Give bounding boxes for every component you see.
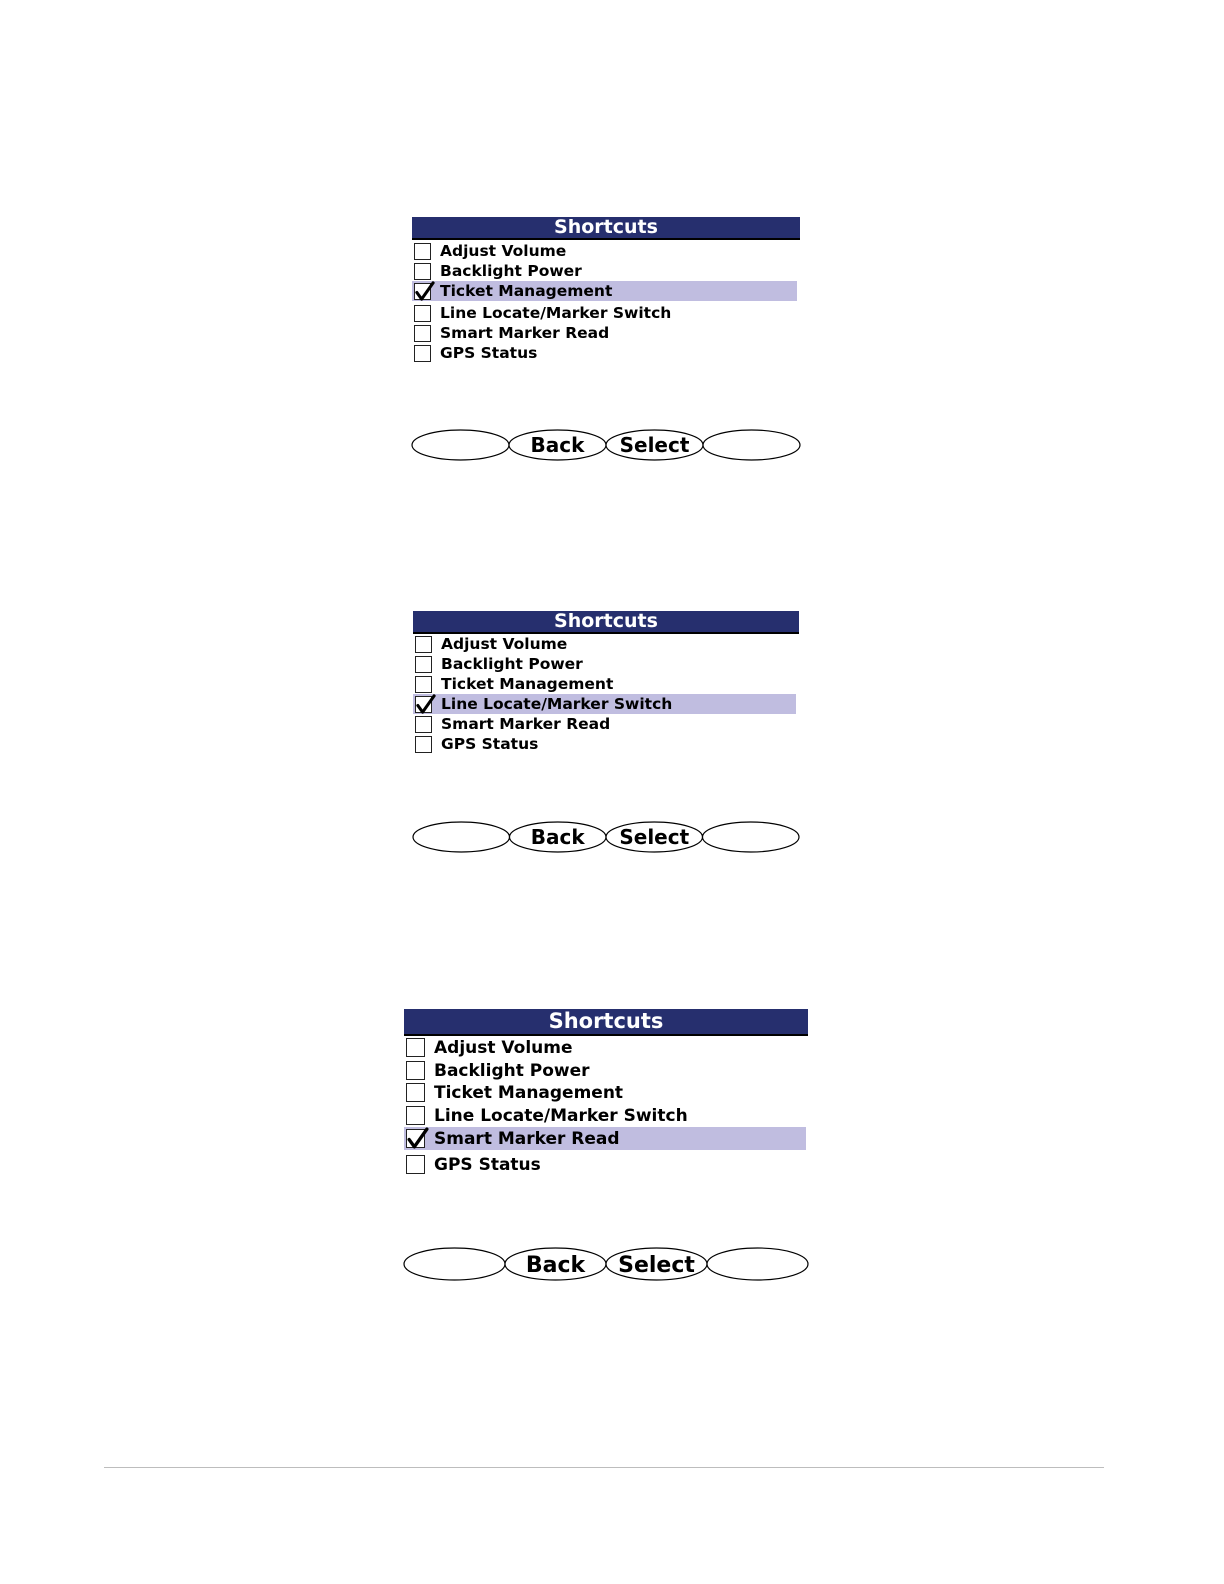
shortcut-item-label: Backlight Power bbox=[440, 262, 582, 280]
checkbox-icon[interactable] bbox=[414, 305, 431, 322]
softkey-3[interactable] bbox=[606, 430, 703, 460]
shortcut-item[interactable] bbox=[404, 1081, 808, 1104]
softkey-1[interactable] bbox=[412, 430, 509, 460]
checkbox-icon[interactable] bbox=[406, 1061, 425, 1080]
softkey-ellipse[interactable] bbox=[412, 430, 509, 460]
checkbox-icon[interactable] bbox=[406, 1155, 425, 1174]
softkey-2[interactable] bbox=[509, 430, 606, 460]
checkbox-icon[interactable] bbox=[414, 325, 431, 342]
shortcut-item[interactable] bbox=[404, 1036, 808, 1059]
softkey-4[interactable] bbox=[703, 822, 800, 852]
softkey-bar bbox=[404, 1247, 808, 1281]
checkbox-icon[interactable] bbox=[406, 1083, 425, 1102]
softkeys-svg bbox=[404, 1247, 808, 1281]
checkbox-icon[interactable] bbox=[406, 1106, 425, 1125]
checkbox-icon[interactable] bbox=[415, 656, 432, 673]
shortcut-item[interactable] bbox=[412, 241, 800, 261]
shortcuts-title: Shortcuts bbox=[413, 611, 799, 634]
softkey-1[interactable] bbox=[404, 1248, 505, 1280]
softkey-4[interactable] bbox=[707, 1248, 808, 1280]
shortcut-item-label: Smart Marker Read bbox=[441, 715, 611, 733]
shortcut-item[interactable] bbox=[413, 674, 799, 694]
checkbox-icon[interactable] bbox=[415, 676, 432, 693]
shortcut-item-label: Adjust Volume bbox=[440, 242, 567, 260]
softkey-2[interactable] bbox=[510, 822, 607, 852]
shortcut-item-label: Line Locate/Marker Switch bbox=[441, 695, 673, 713]
softkey-bar bbox=[413, 821, 799, 853]
shortcut-item-label: Ticket Management bbox=[440, 282, 613, 300]
softkey-2[interactable] bbox=[505, 1248, 606, 1280]
softkey-bar bbox=[412, 429, 800, 461]
softkey-label: Select bbox=[619, 825, 690, 850]
checkbox-checked-icon[interactable] bbox=[414, 283, 431, 300]
shortcuts-title: Shortcuts bbox=[404, 1009, 808, 1036]
shortcut-item[interactable] bbox=[412, 323, 800, 343]
shortcut-item-label: Ticket Management bbox=[434, 1082, 624, 1103]
shortcut-item[interactable] bbox=[412, 343, 800, 363]
softkey-label: Back bbox=[525, 1252, 586, 1278]
shortcut-item-label: GPS Status bbox=[440, 344, 538, 362]
shortcut-item-label: Adjust Volume bbox=[434, 1037, 573, 1058]
softkey-4[interactable] bbox=[703, 430, 800, 460]
shortcuts-title: Shortcuts bbox=[412, 217, 800, 240]
softkey-label: Back bbox=[530, 433, 585, 458]
shortcut-item[interactable] bbox=[413, 634, 799, 654]
softkeys-svg bbox=[413, 821, 799, 853]
shortcut-item-label: GPS Status bbox=[441, 735, 539, 753]
shortcut-item-label: Smart Marker Read bbox=[440, 324, 610, 342]
softkey-ellipse[interactable] bbox=[703, 822, 800, 852]
checkbox-icon[interactable] bbox=[415, 716, 432, 733]
softkey-3[interactable] bbox=[606, 1248, 707, 1280]
softkey-label: Back bbox=[530, 825, 585, 850]
shortcut-item[interactable] bbox=[413, 694, 796, 714]
shortcut-item[interactable] bbox=[413, 654, 799, 674]
shortcut-item[interactable] bbox=[404, 1127, 806, 1150]
shortcut-item-label: Ticket Management bbox=[441, 675, 614, 693]
checkbox-checked-icon[interactable] bbox=[415, 696, 432, 713]
shortcut-item-label: Adjust Volume bbox=[441, 635, 568, 653]
shortcut-item[interactable] bbox=[412, 281, 797, 301]
softkey-ellipse[interactable] bbox=[404, 1248, 505, 1280]
shortcuts-screen-3 bbox=[404, 1009, 808, 1285]
softkey-3[interactable] bbox=[606, 822, 703, 852]
shortcuts-screen-1 bbox=[412, 217, 800, 465]
checkbox-icon[interactable] bbox=[414, 263, 431, 280]
shortcut-item[interactable] bbox=[404, 1059, 808, 1082]
shortcut-item[interactable] bbox=[413, 714, 799, 734]
shortcut-item[interactable] bbox=[413, 734, 799, 754]
softkey-label: Select bbox=[618, 1252, 695, 1278]
footer-divider bbox=[104, 1467, 1104, 1468]
checkbox-icon[interactable] bbox=[414, 243, 431, 260]
shortcut-item-label: Smart Marker Read bbox=[434, 1128, 620, 1149]
shortcut-item-label: GPS Status bbox=[434, 1154, 541, 1175]
softkey-label: Select bbox=[619, 433, 690, 458]
checkbox-icon[interactable] bbox=[406, 1038, 425, 1057]
checkbox-icon[interactable] bbox=[414, 345, 431, 362]
checkbox-checked-icon[interactable] bbox=[406, 1129, 425, 1148]
shortcut-item-label: Line Locate/Marker Switch bbox=[434, 1105, 688, 1126]
checkbox-icon[interactable] bbox=[415, 636, 432, 653]
shortcut-item[interactable] bbox=[404, 1104, 808, 1127]
checkbox-icon[interactable] bbox=[415, 736, 432, 753]
softkey-ellipse[interactable] bbox=[707, 1248, 808, 1280]
softkey-ellipse[interactable] bbox=[413, 822, 510, 852]
shortcut-item-label: Backlight Power bbox=[441, 655, 583, 673]
shortcut-item[interactable] bbox=[412, 261, 800, 281]
shortcut-item[interactable] bbox=[412, 303, 800, 323]
shortcuts-screen-2 bbox=[413, 611, 799, 857]
shortcut-item-label: Line Locate/Marker Switch bbox=[440, 304, 672, 322]
shortcut-item-label: Backlight Power bbox=[434, 1060, 590, 1081]
softkeys-svg bbox=[412, 429, 800, 461]
softkey-1[interactable] bbox=[413, 822, 510, 852]
softkey-ellipse[interactable] bbox=[703, 430, 800, 460]
shortcut-item[interactable] bbox=[404, 1153, 808, 1176]
